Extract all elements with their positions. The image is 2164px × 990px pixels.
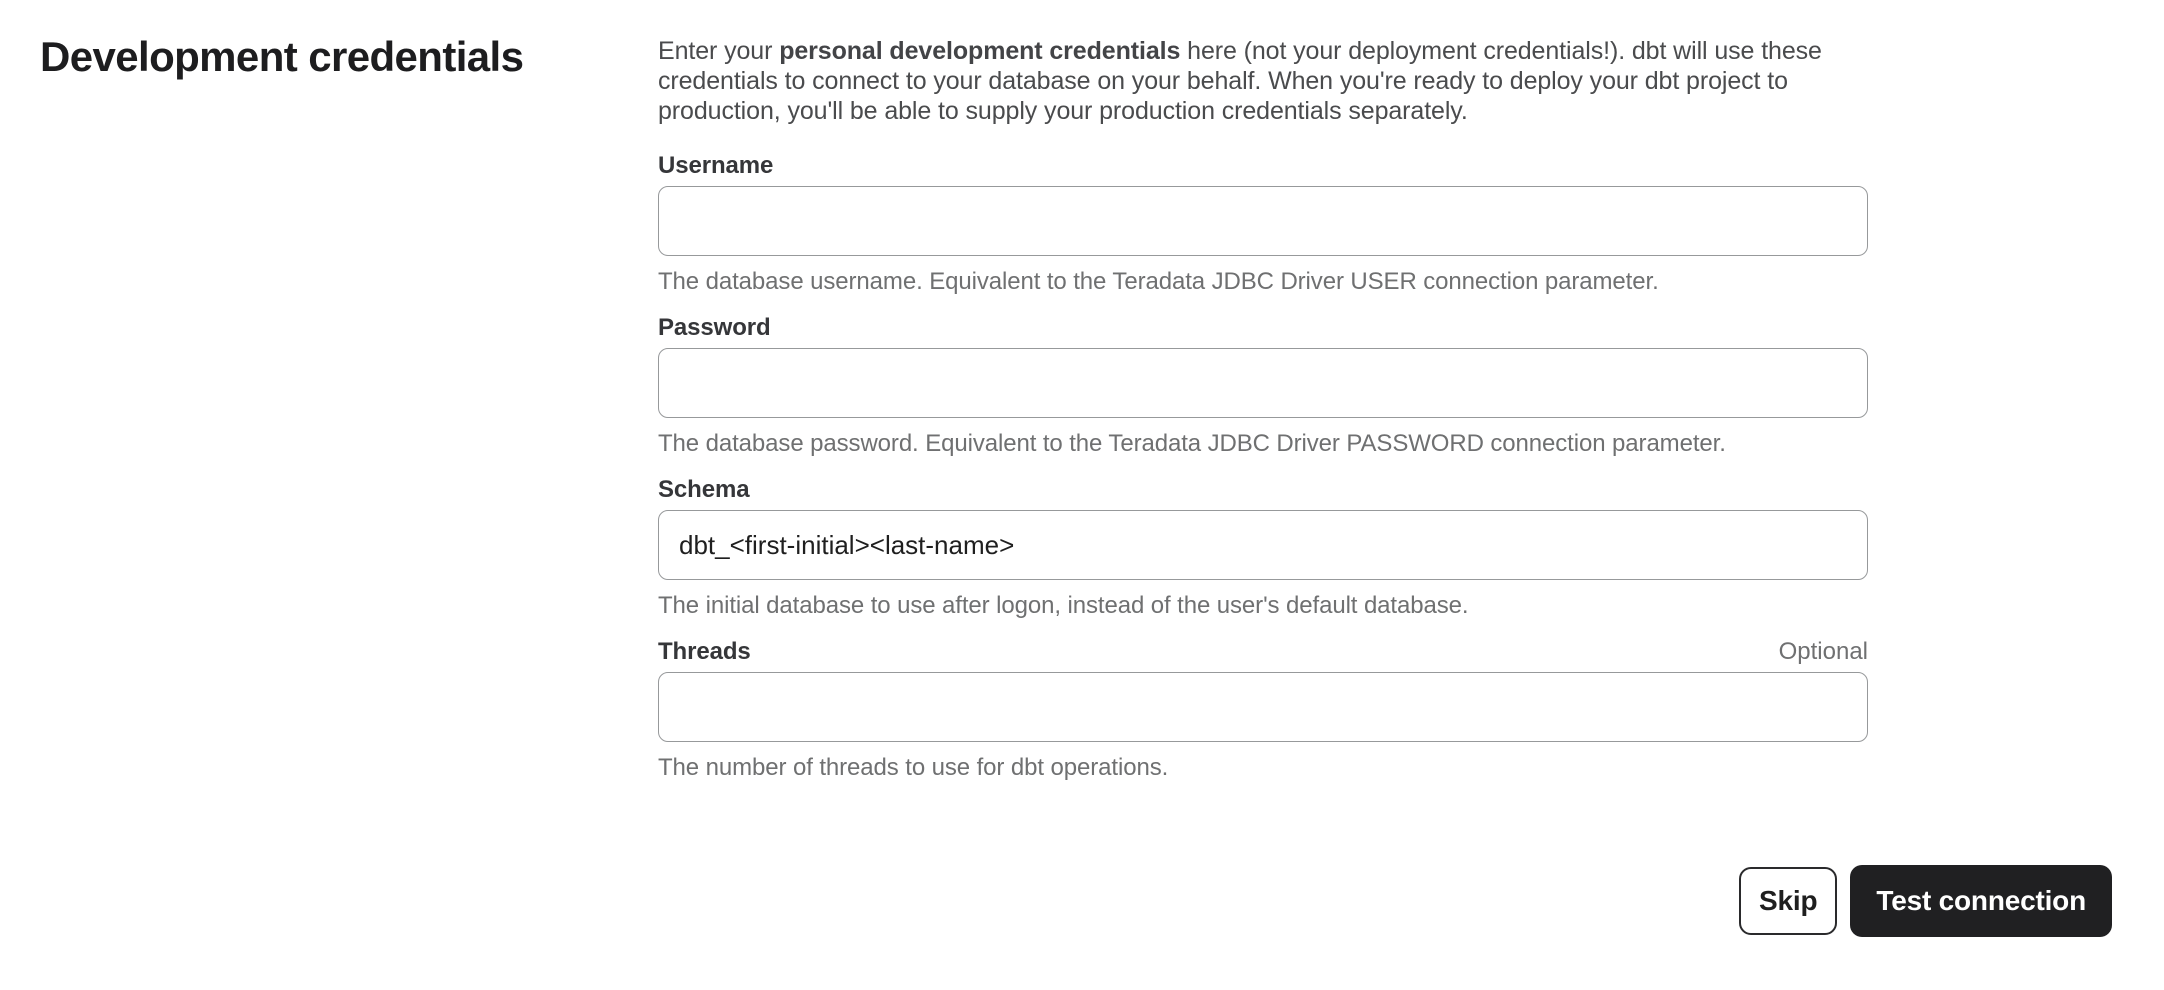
form-actions [1739,865,2112,937]
page-description [658,36,1868,126]
threads-field-group [658,638,1868,782]
password-field-group [658,314,1868,458]
schema-label: Schema [658,476,750,503]
password-input[interactable] [658,348,1868,418]
username-helper-text: The database username. Equivalent to the Teradata JDBC Driver USER connection parameter. [658,268,1659,295]
optional-badge: Optional [1778,638,1868,665]
password-helper-text: The database password. Equivalent to the Teradata JDBC Driver PASSWORD connection parameter. [658,430,1726,457]
description-prefix: Enter your [658,37,780,65]
username-input[interactable] [658,186,1868,256]
test-connection-button[interactable]: Test connection [1850,865,2112,937]
credentials-form [658,36,1868,800]
description-emphasis: personal development credentials [779,37,1181,65]
page-title: Development credentials [40,33,524,80]
threads-label: Threads [658,638,751,665]
schema-input[interactable] [658,510,1868,580]
username-label: Username [658,152,774,179]
username-field-group [658,152,1868,296]
schema-field-group [658,476,1868,620]
password-label: Password [658,314,771,341]
description-suffix: here (not your deployment credentials!). dbt will use these credentials to connect to your database on your behalf. When you're ready to deploy your dbt project to production, you'll be able to supply your production credentials separately. [658,37,1822,125]
threads-input[interactable] [658,672,1868,742]
skip-button[interactable]: Skip [1739,867,1837,935]
threads-helper-text: The number of threads to use for dbt operations. [658,754,1169,781]
schema-helper-text: The initial database to use after logon, instead of the user's default database. [658,592,1469,619]
